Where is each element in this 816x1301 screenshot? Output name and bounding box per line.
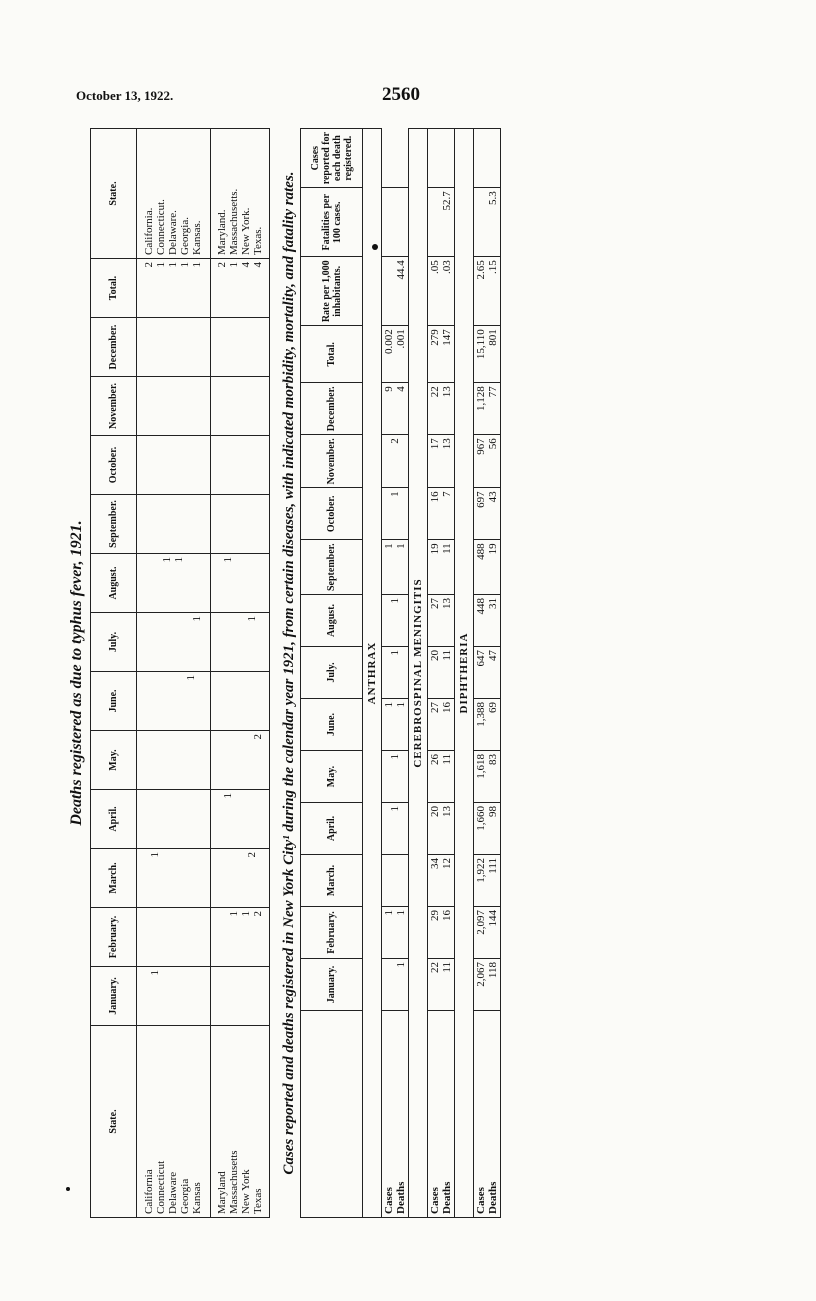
month-cell: 2 [210, 731, 270, 790]
section-heading: CEREBROSPINAL MENINGITIS [409, 129, 428, 1218]
month-cell [210, 377, 270, 436]
month-cell: 1 [137, 967, 211, 1026]
rotated-page-content [68, 128, 728, 1218]
value-cell: 44.4 [382, 257, 409, 326]
value-cell [428, 129, 455, 188]
nyc-col-feb: February. [301, 907, 363, 959]
nyc-col-nov: November. [301, 435, 363, 488]
value-cell [382, 855, 409, 907]
col-state: State. [91, 1026, 137, 1218]
value-cell: 52.7 [428, 188, 455, 257]
col-total: Total. [91, 259, 137, 318]
col-jun: June. [91, 672, 137, 731]
value-cell: 1 1 [382, 699, 409, 751]
typhus-table-title: Deaths registered as due to typhus fever, 1921. [68, 520, 85, 826]
nyc-col-cases-per-death: Cases reported for each death registered. [301, 129, 363, 188]
row-labels: Cases Deaths [428, 1011, 455, 1218]
value-cell: 1 [382, 595, 409, 647]
col-dec: December. [91, 318, 137, 377]
month-cell [137, 377, 211, 436]
value-cell: 29 16 [428, 907, 455, 959]
value-cell: 1 [382, 647, 409, 699]
col-state-right: State. [91, 129, 137, 259]
total-cell: 2 1 1 1 1 [137, 259, 211, 318]
nyc-col-jul: July. [301, 647, 363, 699]
value-cell: 2,067 118 [474, 959, 501, 1011]
state-names: Maryland Massachusetts New York Texas [210, 1026, 270, 1218]
col-nov: November. [91, 377, 137, 436]
state-names: California Connecticut Delaware Georgia Kansas [137, 1026, 211, 1218]
col-apr: April. [91, 790, 137, 849]
month-cell [137, 318, 211, 377]
value-cell: 1,618 83 [474, 751, 501, 803]
month-cell: 1 [137, 613, 211, 672]
month-cell: 1 [210, 613, 270, 672]
col-mar: March. [91, 849, 137, 908]
typhus-group-2 [210, 129, 270, 1218]
value-cell: 967 56 [474, 435, 501, 488]
month-cell [137, 436, 211, 495]
value-cell: 279 147 [428, 326, 455, 383]
nyc-header-row [301, 129, 363, 1218]
nyc-col-jun: June. [301, 699, 363, 751]
value-cell: 0.002 .001 [382, 326, 409, 383]
value-cell: 2,097 144 [474, 907, 501, 959]
value-cell: 27 13 [428, 595, 455, 647]
section-heading: DIPHTHERIA [455, 129, 474, 1218]
value-cell: 19 11 [428, 540, 455, 595]
typhus-table [90, 128, 270, 1218]
nyc-col-label [301, 1011, 363, 1218]
month-cell: 2 [210, 849, 270, 908]
section-data-row [382, 129, 409, 1218]
value-cell: 22 13 [428, 383, 455, 435]
value-cell: 2 [382, 435, 409, 488]
nyc-col-mar: March. [301, 855, 363, 907]
month-cell: 1 [210, 790, 270, 849]
value-cell: 647 47 [474, 647, 501, 699]
month-cell [137, 908, 211, 967]
header-date: October 13, 1922. [76, 88, 174, 103]
col-feb: February. [91, 908, 137, 967]
month-cell: 1 [137, 672, 211, 731]
value-cell: 16 7 [428, 488, 455, 540]
value-cell: 9 4 [382, 383, 409, 435]
month-cell [210, 967, 270, 1026]
value-cell: 20 13 [428, 803, 455, 855]
ink-dot [372, 244, 378, 250]
nyc-col-oct: October. [301, 488, 363, 540]
nyc-col-rate: Rate per 1,000 inhabitants. [301, 257, 363, 326]
value-cell: 20 11 [428, 647, 455, 699]
nyc-col-aug: August. [301, 595, 363, 647]
typhus-group-1 [137, 129, 211, 1218]
value-cell: 1,128 77 [474, 383, 501, 435]
section-heading-row [363, 129, 382, 1218]
value-cell: .05 .03 [428, 257, 455, 326]
value-cell: 27 16 [428, 699, 455, 751]
value-cell: 17 13 [428, 435, 455, 488]
value-cell: 2.65 .15 [474, 257, 501, 326]
value-cell: 1 [382, 751, 409, 803]
col-sep: September. [91, 495, 137, 554]
row-labels: Cases Deaths [382, 1011, 409, 1218]
value-cell: 15,110 801 [474, 326, 501, 383]
month-cell: 1 [137, 849, 211, 908]
month-cell: 1 1 [137, 554, 211, 613]
month-cell [137, 790, 211, 849]
value-cell: 1,388 69 [474, 699, 501, 751]
value-cell: 1,922 111 [474, 855, 501, 907]
page-number: 2560 [382, 84, 420, 105]
section-heading-row [455, 129, 474, 1218]
value-cell: 34 12 [428, 855, 455, 907]
month-cell [210, 318, 270, 377]
value-cell: 1 [382, 488, 409, 540]
col-jan: January. [91, 967, 137, 1026]
value-cell: 1 1 [382, 907, 409, 959]
col-aug: August. [91, 554, 137, 613]
nyc-col-jan: January. [301, 959, 363, 1011]
state-names-right: Maryland. Massachusetts. New York. Texas. [210, 129, 270, 259]
section-data-row [474, 129, 501, 1218]
row-labels: Cases Deaths [474, 1011, 501, 1218]
section-heading-row [409, 129, 428, 1218]
nyc-col-fatalities: Fatalities per 100 cases. [301, 188, 363, 257]
month-cell [137, 495, 211, 554]
typhus-header-row [91, 129, 137, 1218]
month-cell [210, 495, 270, 554]
value-cell: 5.3 [474, 188, 501, 257]
value-cell [474, 129, 501, 188]
month-cell: 1 [210, 554, 270, 613]
nyc-table [300, 128, 501, 1218]
nyc-col-may: May. [301, 751, 363, 803]
total-cell: 2 1 4 4 [210, 259, 270, 318]
nyc-table-body [363, 129, 501, 1218]
col-may: May. [91, 731, 137, 790]
state-names-right: California. Connecticut. Delaware. Georgia. Kansas. [137, 129, 211, 259]
value-cell: 1,660 98 [474, 803, 501, 855]
month-cell [210, 436, 270, 495]
nyc-col-dec: December. [301, 383, 363, 435]
col-jul: July. [91, 613, 137, 672]
section-heading: ANTHRAX [363, 129, 382, 1218]
value-cell: 22 11 [428, 959, 455, 1011]
month-cell: 1 1 2 [210, 908, 270, 967]
value-cell [382, 188, 409, 257]
value-cell: 26 11 [428, 751, 455, 803]
month-cell [210, 672, 270, 731]
col-oct: October. [91, 436, 137, 495]
value-cell: 448 31 [474, 595, 501, 647]
value-cell: 1 [382, 803, 409, 855]
value-cell: 1 1 [382, 540, 409, 595]
value-cell: 1 [382, 959, 409, 1011]
section-data-row [428, 129, 455, 1218]
value-cell: 488 19 [474, 540, 501, 595]
nyc-col-sep: September. [301, 540, 363, 595]
ink-dot [66, 1187, 70, 1191]
value-cell: 697 43 [474, 488, 501, 540]
nyc-table-title: Cases reported and deaths registered in New York City¹ during the calendar year 1921, from certain diseases, with indicated morbidity, mortality, and fatality rates. [281, 171, 297, 1175]
nyc-col-apr: April. [301, 803, 363, 855]
month-cell [137, 731, 211, 790]
nyc-col-total: Total. [301, 326, 363, 383]
